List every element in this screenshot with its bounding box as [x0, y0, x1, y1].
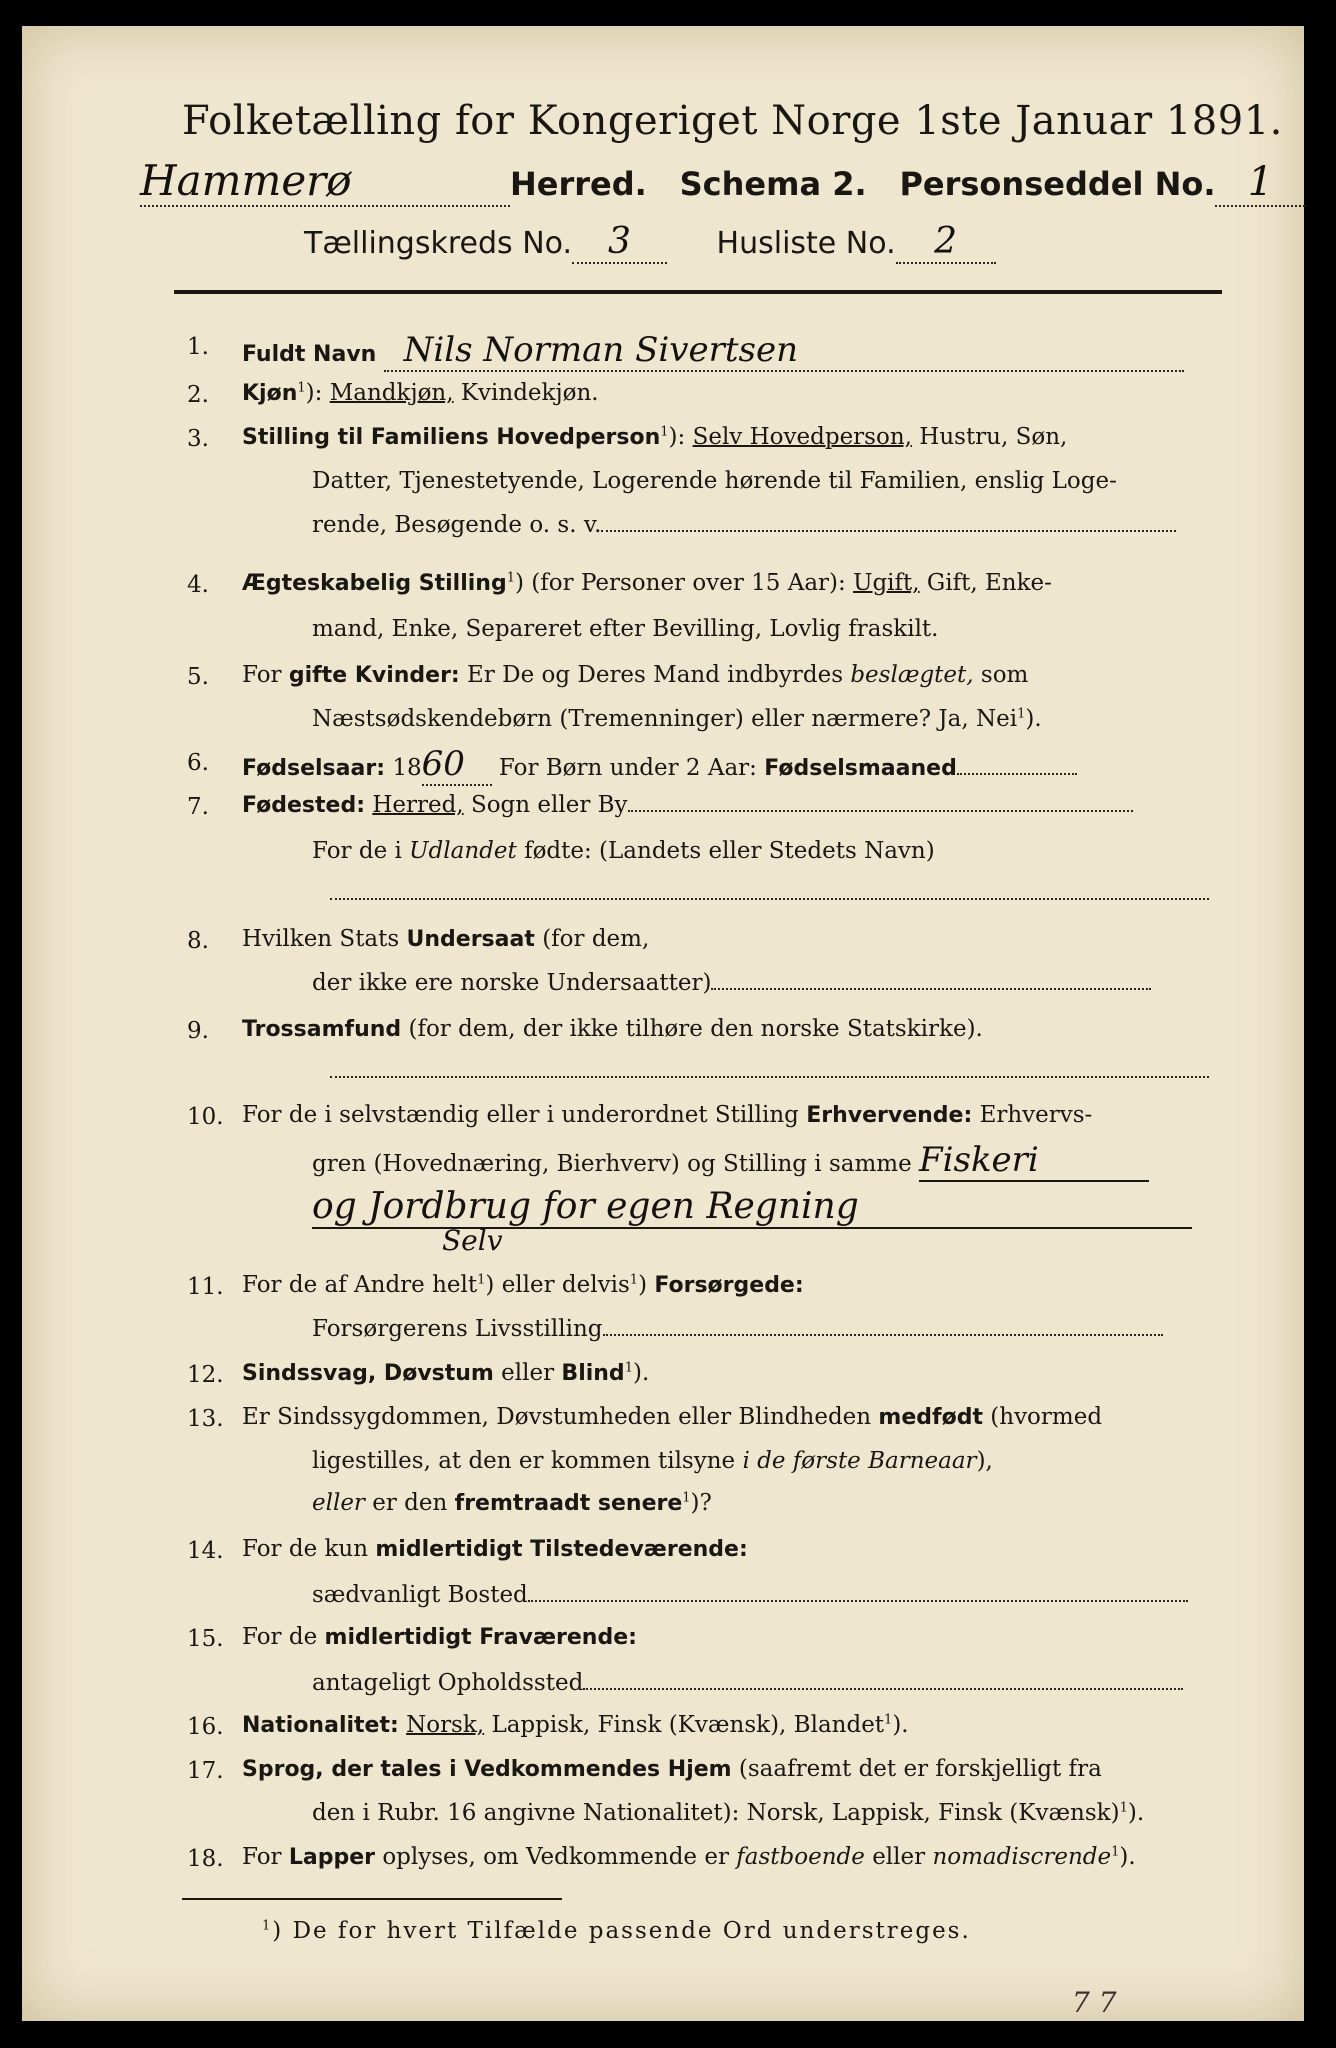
item-9-rest: (for dem, der ikke tilhøre den norske Statskirke).: [408, 1016, 983, 1042]
religion-label: Trossamfund: [242, 1017, 402, 1042]
separator: ):: [305, 380, 323, 406]
item-11-pre: For de af Andre helt: [242, 1272, 478, 1298]
item-number: 5.: [187, 664, 209, 690]
occupation-value-1: Fiskeri: [919, 1140, 1149, 1182]
footnote-marker: 1: [884, 1712, 893, 1728]
family-position-label: Stilling til Familiens Hovedperson: [242, 425, 661, 450]
item-7-line-2b: fødte: (Landets eller Stedets Navn): [524, 838, 935, 864]
schema-label: Schema 2.: [679, 165, 867, 203]
herred-label: Herred.: [510, 165, 647, 203]
occupation-label: Erhvervende:: [806, 1103, 973, 1128]
item-8-pre: Hvilken Stats: [242, 926, 400, 952]
footnote-marker: 1: [682, 1490, 691, 1506]
item-18-mid2: eller: [872, 1844, 926, 1870]
item-10: [242, 1102, 1209, 1128]
census-form-page: [22, 26, 1304, 2021]
item-6: [242, 744, 1209, 786]
nationality-rest: Lappisk, Finsk (Kvænsk), Blandet: [491, 1712, 885, 1738]
item-number: 10.: [187, 1104, 224, 1130]
item-10-pre: For de i selvstændig eller i underordnet Stilling: [242, 1102, 799, 1128]
language-label: Sprog, der tales i Vedkommendes Hjem: [242, 1757, 732, 1782]
item-14: [242, 1536, 1209, 1562]
item-3-line-2: Datter, Tjenestetyende, Logerende hørende til Familien, enslig Loge-: [312, 468, 1117, 494]
item-13-pre: Er Sindssygdommen, Døvstumheden eller Blindheden: [242, 1404, 872, 1430]
dependents-label: Forsørgede:: [654, 1273, 804, 1298]
item-5-close: ).: [1025, 706, 1042, 732]
item-5-line-2: [312, 706, 1209, 732]
item-16-close: ).: [892, 1712, 909, 1738]
dotted-field: [711, 987, 1151, 990]
item-number: 18.: [187, 1846, 224, 1872]
item-18-italic-1: fastboende: [736, 1844, 865, 1870]
marital-status-note: ) (for Personer over 15 Aar):: [515, 570, 846, 596]
footnote-marker: 1: [1017, 706, 1026, 722]
sex-option-male: Mandkjøn,: [329, 380, 454, 406]
item-10-line-4: [442, 1224, 1209, 1257]
item-number: 16.: [187, 1714, 224, 1740]
birth-year-prefix: 18: [392, 755, 422, 781]
item-17-rest: (saafremt det er forskjelligt fra: [738, 1756, 1102, 1782]
item-18-pre: For: [242, 1844, 282, 1870]
item-number: 8.: [187, 928, 209, 954]
dotted-field: [603, 1333, 1163, 1336]
herred-line: [140, 156, 1304, 207]
item-5: [242, 662, 1209, 688]
temporary-present-label: midlertidigt Tilstedeværende:: [375, 1537, 748, 1562]
item-10-line-2-text: gren (Hovednæring, Bierhverv) og Stilling i samme: [312, 1151, 912, 1177]
item-3-line-3-text: rende, Besøgende o. s. v.: [312, 512, 602, 538]
birthplace-selected: Herred,: [372, 792, 464, 818]
birth-month-label: Fødselsmaaned: [764, 756, 957, 781]
footnote-marker: 1: [629, 1272, 639, 1288]
item-4-line-2: mand, Enke, Separeret efter Bevilling, Lovlig fraskilt.: [312, 616, 939, 642]
dotted-field: [330, 896, 1209, 900]
item-14-line-2: [312, 1582, 1209, 1608]
sex-option-female: Kvindekjøn.: [460, 380, 599, 406]
item-17-close: ).: [1127, 1800, 1145, 1826]
item-3-line-3: [312, 512, 1209, 538]
item-14-line-2-text: sædvanligt Bosted: [312, 1582, 528, 1608]
item-7-line-2: [312, 838, 1209, 864]
item-15-line-2-text: antageligt Opholdssted: [312, 1670, 584, 1696]
citizenship-label: Undersaat: [406, 927, 535, 952]
nationality-label: Nationalitet:: [242, 1713, 399, 1738]
item-11-line-2-text: Forsørgerens Livsstilling: [312, 1316, 603, 1342]
item-13-line-2a: ligestilles, at den er kommen tilsyne: [312, 1448, 736, 1474]
dotted-field: [601, 529, 1176, 532]
birthplace-rest: Sogn eller By: [470, 792, 628, 818]
item-15: [242, 1624, 1209, 1650]
item-number: 1.: [187, 334, 209, 360]
item-11-line-2: [312, 1316, 1209, 1342]
item-16: [242, 1712, 1209, 1738]
footnote-marker: 1: [1119, 1800, 1128, 1816]
item-13-line-3: [312, 1490, 1209, 1516]
form-title: Folketælling for Kongeriget Norge 1ste Januar 1891.: [182, 98, 1283, 144]
item-15-line-2: [312, 1670, 1209, 1696]
blind-label: Blind: [561, 1361, 625, 1386]
footnote-marker: 1: [624, 1360, 633, 1376]
item-number: 17.: [187, 1758, 224, 1784]
full-name-label: Fuldt Navn: [242, 342, 377, 367]
married-women-label: gifte Kvinder:: [288, 663, 460, 688]
item-12: [242, 1360, 1209, 1386]
dotted-field: [957, 772, 1077, 775]
item-11: [242, 1272, 1209, 1298]
family-position-rest: Hustru, Søn,: [919, 424, 1068, 450]
marital-status-selected: Ugift,: [853, 570, 920, 596]
item-18-close: ).: [1119, 1844, 1136, 1870]
footnote-marker: 1: [477, 1272, 486, 1288]
item-13-close: )?: [690, 1490, 712, 1516]
item-13-line-2-italic: i de første Barneaar: [742, 1448, 977, 1474]
footnote-text: ) De for hvert Tilfælde passende Ord understreges.: [272, 1918, 971, 1944]
item-15-pre: For de: [242, 1624, 318, 1650]
footnote-marker: 1: [297, 380, 306, 396]
item-5-pre: For: [242, 662, 282, 688]
item-6-mid: For Børn under 2 Aar:: [498, 755, 757, 781]
item-number: 14.: [187, 1538, 224, 1564]
item-18-mid: oplyses, om Vedkommende er: [382, 1844, 729, 1870]
footnote-marker: 1: [262, 1918, 273, 1934]
footnote-marker: 1: [660, 424, 669, 440]
header-rule: [174, 290, 1222, 294]
husliste-value: 2: [896, 221, 996, 264]
birth-year-value: 60: [422, 744, 492, 786]
item-number: 7.: [187, 794, 209, 820]
lapps-label: Lapper: [288, 1845, 375, 1870]
item-number: 6.: [187, 750, 209, 776]
birthplace-label: Fødested:: [242, 793, 365, 818]
item-7-line-2-italic: Udlandet: [409, 838, 517, 864]
item-number: 3.: [187, 426, 209, 452]
footnote-rule: [182, 1898, 562, 1900]
congenital-label: medfødt: [878, 1405, 983, 1430]
dotted-field: [528, 1599, 1188, 1602]
taellingskreds-label: Tællingskreds No.: [304, 226, 572, 261]
temporary-absent-label: midlertidigt Fraværende:: [324, 1625, 637, 1650]
taellingskreds-value: 3: [572, 221, 667, 264]
item-5-line-2-text: Næstsødskendebørn (Tremenninger) eller nærmere? Ja, Nei: [312, 706, 1018, 732]
footnote-marker: 1: [506, 570, 516, 586]
item-13-line-2b: ),: [976, 1448, 993, 1474]
footnote-marker: 1: [1111, 1844, 1120, 1860]
item-number: 12.: [187, 1362, 224, 1388]
item-9: [242, 1016, 1209, 1042]
item-11-close: ): [638, 1272, 648, 1298]
item-5-mid: Er De og Deres Mand indbyrdes: [467, 662, 844, 688]
item-13: [242, 1404, 1209, 1430]
personseddel-label: Personseddel No.: [899, 165, 1216, 203]
item-8-line-2: [312, 970, 1209, 996]
marital-status-rest: Gift, Enke-: [926, 570, 1052, 596]
dotted-field: [583, 1687, 1183, 1690]
dotted-field: [330, 1074, 1209, 1078]
item-number: 13.: [187, 1406, 224, 1432]
item-number: 15.: [187, 1626, 224, 1652]
item-1: [242, 330, 1209, 372]
sex-label: Kjøn: [242, 381, 298, 406]
item-13-line-2: [312, 1448, 1209, 1474]
item-17-line-2: [312, 1800, 1209, 1826]
item-number: 2.: [187, 382, 209, 408]
separator: ):: [668, 424, 686, 450]
item-4: [242, 570, 1209, 596]
item-13-line-3-italic: eller: [312, 1490, 365, 1516]
later-onset-label: fremtraadt senere: [454, 1491, 683, 1516]
personseddel-value: 1: [1215, 159, 1305, 207]
nationality-selected: Norsk,: [406, 1712, 485, 1738]
item-14-pre: For de kun: [242, 1536, 369, 1562]
item-10-rest: Erhvervs-: [979, 1102, 1093, 1128]
item-number: 9.: [187, 1018, 209, 1044]
birth-year-label: Fødselsaar:: [242, 756, 385, 781]
occupation-value-3: Selv: [442, 1224, 503, 1257]
item-3: [242, 424, 1209, 450]
item-13-rest: (hvormed: [990, 1404, 1103, 1430]
item-8-line-2-text: der ikke ere norske Undersaatter): [312, 970, 712, 996]
item-8: [242, 926, 1209, 952]
husliste-label: Husliste No.: [716, 226, 896, 261]
taellingskreds-line: [304, 221, 1304, 264]
item-10-line-2: [312, 1140, 1244, 1182]
item-5-end: som: [980, 662, 1029, 688]
item-18: [242, 1844, 1209, 1870]
item-12-close: ).: [632, 1360, 650, 1386]
item-2: [242, 380, 1209, 406]
item-17-line-2-text: den i Rubr. 16 angivne Nationalitet): Norsk, Lappisk, Finsk (Kvænsk): [312, 1800, 1120, 1826]
full-name-value: Nils Norman Sivertsen: [384, 330, 1184, 372]
item-7-line-2a: For de i: [312, 838, 402, 864]
item-11-mid: ) eller delvis: [485, 1272, 630, 1298]
item-7: [242, 792, 1209, 818]
marital-status-label: Ægteskabelig Stilling: [242, 571, 507, 596]
item-12-mid: eller: [501, 1360, 555, 1386]
footnote: [262, 1918, 1304, 1944]
item-17: [242, 1756, 1209, 1782]
disability-label: Sindssvag, Døvstum: [242, 1361, 494, 1386]
occupation-value-2: og Jordbrug for egen Regning: [312, 1186, 1192, 1229]
item-8-rest: (for dem,: [542, 926, 650, 952]
item-number: 11.: [187, 1274, 224, 1300]
item-18-italic-2: nomadiscrende: [932, 1844, 1112, 1870]
item-10-line-3: [312, 1186, 1244, 1229]
family-position-selected: Selv Hovedperson,: [692, 424, 912, 450]
herred-value: Hammerø: [140, 156, 510, 207]
item-number: 4.: [187, 572, 209, 598]
item-5-italic: beslægtet,: [850, 662, 974, 688]
dotted-field: [628, 809, 1133, 812]
item-13-line-3a: er den: [372, 1490, 448, 1516]
margin-note: 7 7: [1072, 1986, 1117, 2019]
